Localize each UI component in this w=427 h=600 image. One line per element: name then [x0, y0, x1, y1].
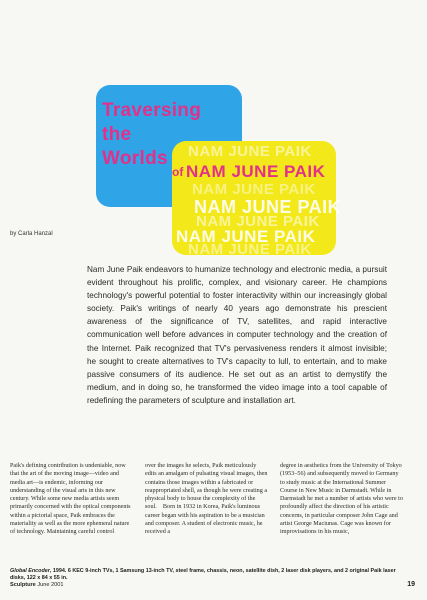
title-line-2: the: [102, 124, 132, 145]
ghost-name-text: NAM JUNE PAIK: [196, 213, 320, 230]
artist-name-title: NAM JUNE PAIK: [186, 162, 326, 181]
body-column-2: over the images he selects, Paik meticulously edits an amalgam of pulsating visual images, then contains those images within a fabricated or reappropriated shell, as though he were creating a physical body to house the complexity of the soul. Born in 1932 in Korea, Paik's luminous career began with his aspiration to be a musician and composer. A student of electronic music, he received a: [145, 463, 268, 536]
footer-masthead: [10, 582, 64, 588]
title-line-3: Worlds: [102, 148, 168, 169]
magazine-name: Sculpture: [10, 582, 36, 588]
body-column-3: degree in aesthetics from the University of Tokyo (1953–56) and subsequently moved to Germany to study music at the International Summer Course in New Music in Darmstadt. While in Darmstadt he met a number of artists who were to profoundly affect the direction of his artistic concerns, in particular composer John Cage and artist George Maciunas. Cage was known for improvisations in his music,: [280, 463, 403, 536]
byline: by Carla Hanzal: [10, 231, 53, 237]
body-column-1: Paik's defining contribution is undeniable, now that the art of the moving image—video and media art—is endemic, informing our understanding of the visual arts in this new century. While some new media artists seem primarily concerned with the optical components within a pictorial space, Paik embraces the materiality as well as the more ephemeral nature of technology. Maintaining careful control: [10, 463, 131, 536]
title-artwork: [96, 85, 342, 258]
title-line-1: Traversing: [102, 100, 202, 121]
issue-date: June 2001: [37, 582, 64, 588]
ghost-name-text: NAM JUNE PAIK: [188, 241, 312, 258]
ghost-name-text: NAM JUNE PAIK: [192, 181, 316, 198]
image-caption: [10, 568, 405, 582]
page-footer: [10, 582, 415, 592]
caption-body: , 1994. 6 KEC 9-inch TVs, 1 Samsung 13-inch TV, steel frame, chassis, neon, satellite dish, 2 laser disk players, and 2 original Paik laser disks, 122 x 84 x 55 in.: [10, 568, 396, 581]
caption-title: Global Encoder: [10, 568, 50, 574]
ghost-name-text: NAM JUNE PAIK: [188, 143, 312, 160]
page-number: 19: [407, 581, 415, 588]
title-of-word: of: [172, 165, 184, 179]
ghost-name-text: NAM JUNE PAIK: [176, 227, 316, 246]
intro-paragraph: Nam June Paik endeavors to humanize technology and electronic media, a pursuit evident throughout his prolific, complex, and visionary career. He champions technology's powerful potential to foster interactivity within our increasingly global society. Paik's writings of nearly 40 years ago demonstrate his prescient awareness of the significance of TV, satellites, and rapid interactive communication well before advances in computer technology and the creation of the Internet. Paik recognized that TV's pervasiveness renders it almost invisible; he sought to create alternatives to TV's capacity to lull, to entertain, and to make passive consumers of its audience. He set out as an artist to demystify the medium, and in doing so, he transformed the video image into a tool capable of redefining the parameters of sculpture and installation art.: [87, 265, 387, 405]
ghost-name-text: NAM JUNE PAIK: [194, 197, 342, 217]
body-columns: [10, 462, 405, 537]
